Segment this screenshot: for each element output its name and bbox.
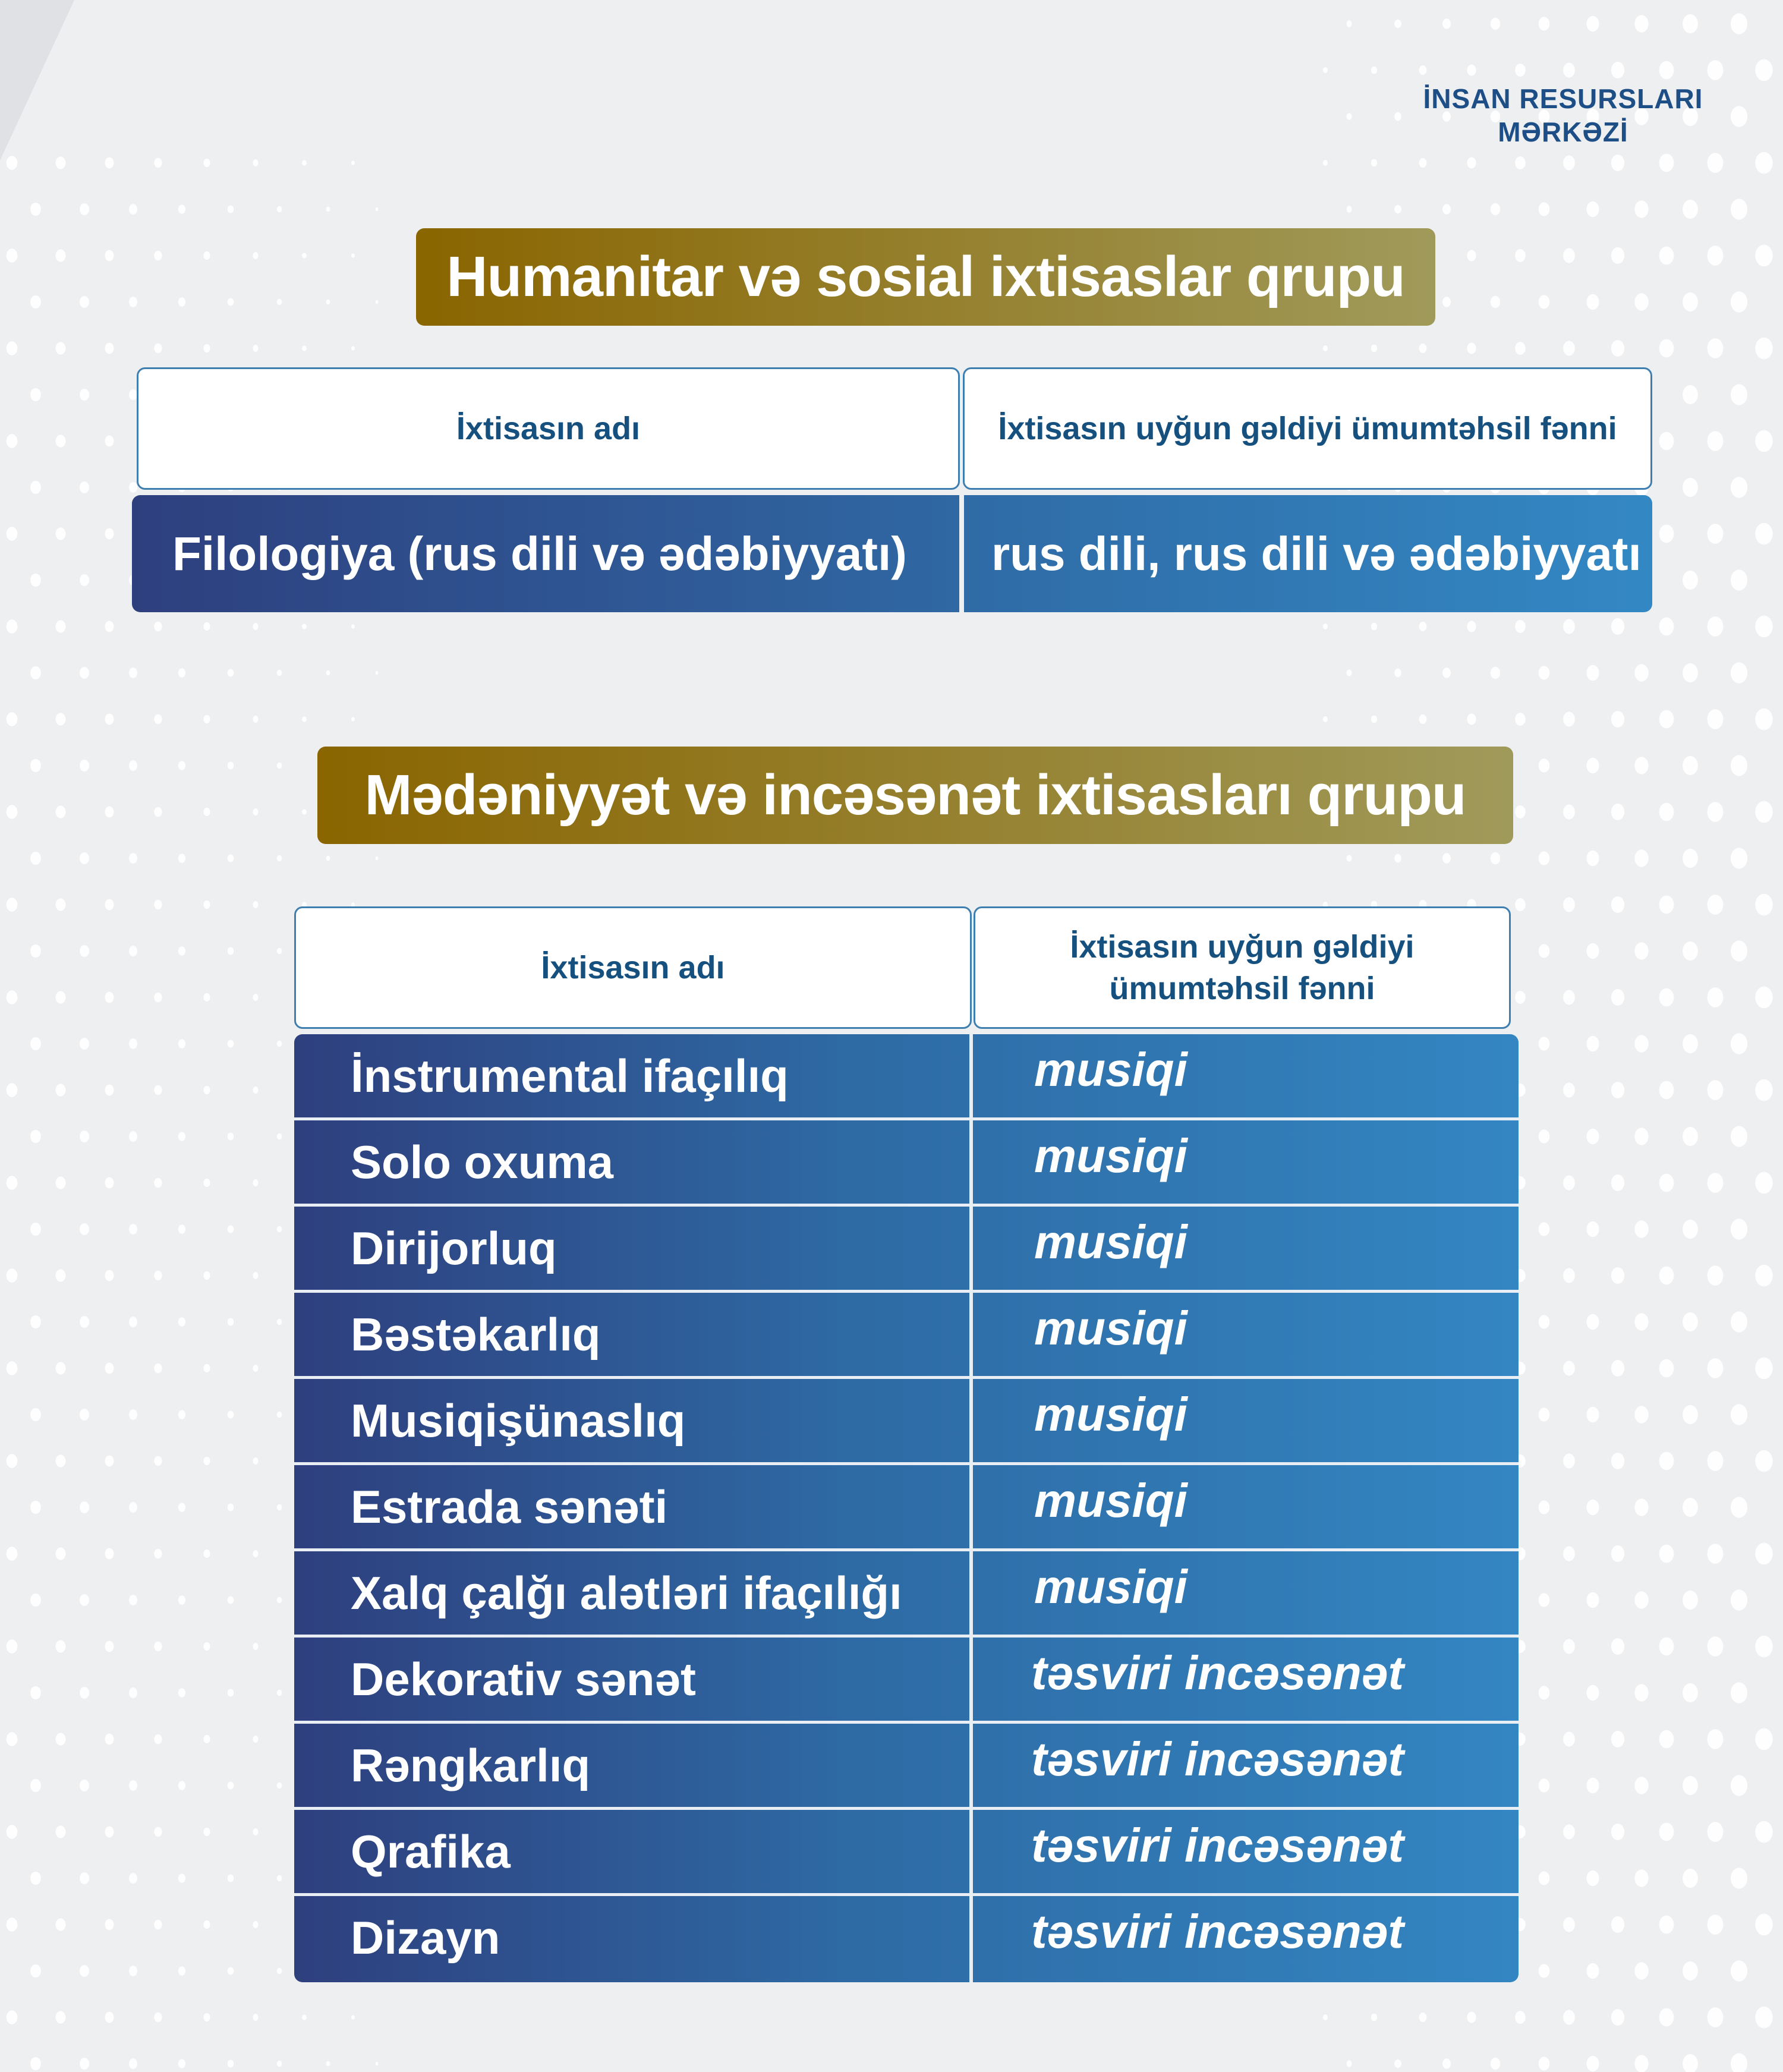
table-row xyxy=(294,1551,1519,1638)
table-row xyxy=(294,1896,1519,1982)
matching-subject: musiqi xyxy=(1034,1216,1187,1268)
group1-header-name-label: İxtisasın adı xyxy=(456,411,641,446)
matching-subject: musiqi xyxy=(1034,1043,1187,1096)
group1-header-subject xyxy=(963,367,1652,490)
specialty-name: Rəngkarlıq xyxy=(351,1739,591,1791)
group2-header-subject-line-1: İxtisasın uyğun gəldiyi xyxy=(1070,929,1415,965)
matching-subject: musiqi xyxy=(1034,1302,1187,1355)
table-row xyxy=(294,1724,1519,1810)
table-row xyxy=(294,1638,1519,1724)
specialty-name: Qrafika xyxy=(351,1825,511,1878)
matching-subject: təsviri incəsənət xyxy=(1031,1646,1404,1699)
group2-title: Mədəniyyət və incəsənət ixtisasları qrupu xyxy=(364,763,1466,827)
group2-table xyxy=(294,1034,1519,1982)
matching-subject: musiqi xyxy=(1034,1474,1187,1527)
column-divider xyxy=(969,1034,973,1982)
logo xyxy=(1391,82,1735,149)
specialty-name: Estrada sənəti xyxy=(351,1480,668,1533)
matching-subject: musiqi xyxy=(1034,1388,1187,1441)
matching-subject: təsviri incəsənət xyxy=(1031,1905,1404,1958)
table-row xyxy=(294,1379,1519,1465)
group2-header-subject-line-2: ümumtəhsil fənni xyxy=(1109,971,1375,1006)
group2-header-subject xyxy=(974,906,1511,1029)
table-row xyxy=(294,1034,1519,1120)
specialty-name: Xalq çalğı alətləri ifaçılığı xyxy=(351,1566,902,1619)
specialty-name: Solo oxuma xyxy=(351,1135,614,1188)
logo-line-1: İNSAN RESURSLARI xyxy=(1423,83,1703,114)
table-row xyxy=(294,1465,1519,1551)
group2-title-banner xyxy=(317,747,1513,844)
specialty-name: Dizayn xyxy=(351,1911,500,1964)
group2-header-name xyxy=(294,906,972,1029)
specialty-name: Bəstəkarlıq xyxy=(351,1308,601,1361)
corner-shape xyxy=(0,0,74,160)
group1-title: Humanitar və sosial ixtisaslar qrupu xyxy=(446,245,1405,308)
group1-header-subject-label: İxtisasın uyğun gəldiyi ümumtəhsil fənni xyxy=(998,411,1617,446)
matching-subject: təsviri incəsənət xyxy=(1031,1733,1404,1786)
matching-subject: musiqi xyxy=(1034,1560,1187,1613)
group1-row-name-cell xyxy=(132,495,959,612)
matching-subject: musiqi xyxy=(1034,1129,1187,1182)
specialty-name: İnstrumental ifaçılıq xyxy=(351,1049,789,1102)
specialty-name: Musiqişünaslıq xyxy=(351,1394,686,1447)
specialty-name: Dekorativ sənət xyxy=(351,1652,696,1705)
matching-subject: təsviri incəsənət xyxy=(1031,1819,1404,1872)
group1-row-subject: rus dili, rus dili və ədəbiyyatı xyxy=(991,527,1642,580)
group2-header-name-label: İxtisasın adı xyxy=(541,950,725,985)
table-row xyxy=(294,1810,1519,1896)
specialty-name: Dirijorluq xyxy=(351,1221,557,1274)
group1-row-subject-cell xyxy=(964,495,1652,612)
table-row xyxy=(294,1207,1519,1293)
table-row xyxy=(294,1293,1519,1379)
group1-title-banner xyxy=(416,228,1435,326)
group1-header-name xyxy=(137,367,960,490)
table-row xyxy=(294,1120,1519,1207)
logo-line-2: MƏRKƏZİ xyxy=(1498,116,1628,147)
group1-row-name: Filologiya (rus dili və ədəbiyyatı) xyxy=(172,527,907,580)
